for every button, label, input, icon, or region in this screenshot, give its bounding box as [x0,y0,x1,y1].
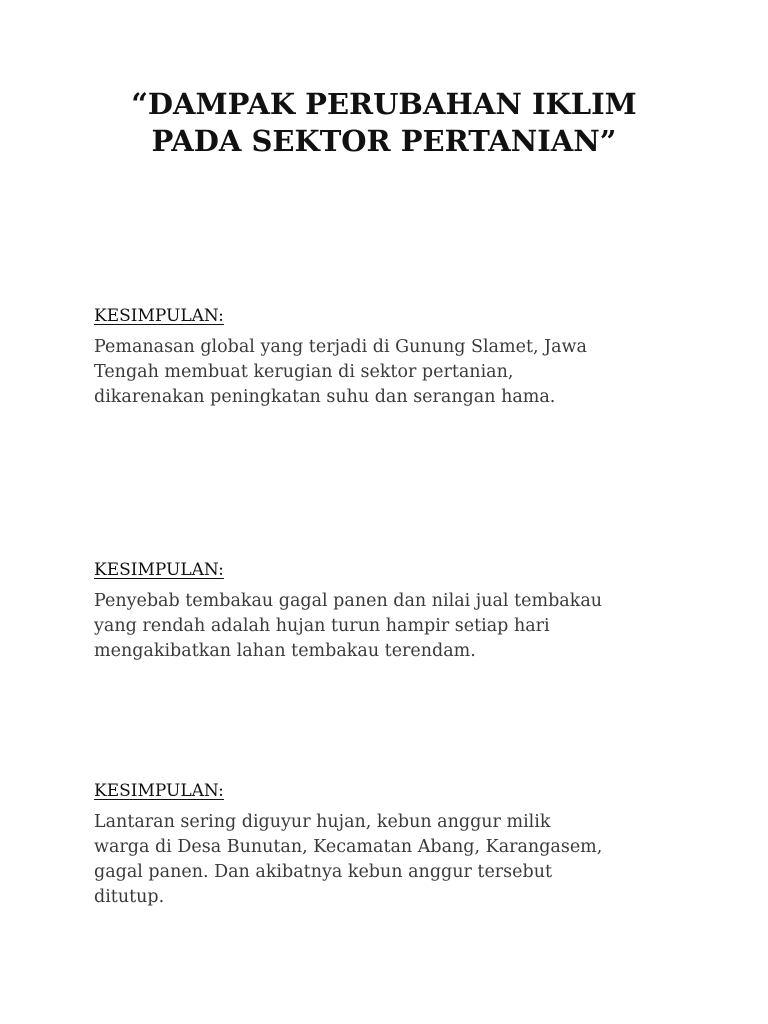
paragraph-line: Penyebab tembakau gagal panen dan nilai jual tembakau [94,591,603,611]
section-paragraph [94,810,694,910]
paragraph-line: yang rendah adalah hujan turun hampir setiap hari [94,616,550,636]
title-line: PADA SEKTOR PERTANIAN” [151,124,617,158]
paragraph-line: ditutup. [94,887,165,907]
paragraph-line: Tengah membuat kerugian di sektor pertanian, [94,362,514,382]
paragraph-line: Lantaran sering diguyur hujan, kebun anggur milik [94,812,551,832]
paragraph-line: dikarenakan peningkatan suhu dan serangan hama. [94,387,556,407]
section-heading: KESIMPULAN: [94,781,224,801]
section-heading: KESIMPULAN: [94,306,224,326]
section-paragraph [94,335,694,410]
conclusion-section-2 [94,559,694,664]
paragraph-line: gagal panen. Dan akibatnya kebun anggur tersebut [94,862,553,882]
paragraph-line: Pemanasan global yang terjadi di Gunung Slamet, Jawa [94,337,587,357]
title-line: “DAMPAK PERUBAHAN IKLIM [131,87,637,121]
paragraph-line: warga di Desa Bunutan, Kecamatan Abang, Karangasem, [94,837,603,857]
conclusion-section-3 [94,780,694,910]
section-paragraph [94,589,694,664]
document-title [0,86,768,160]
paragraph-line: mengakibatkan lahan tembakau terendam. [94,641,476,661]
section-heading: KESIMPULAN: [94,560,224,580]
conclusion-section-1 [94,305,694,410]
